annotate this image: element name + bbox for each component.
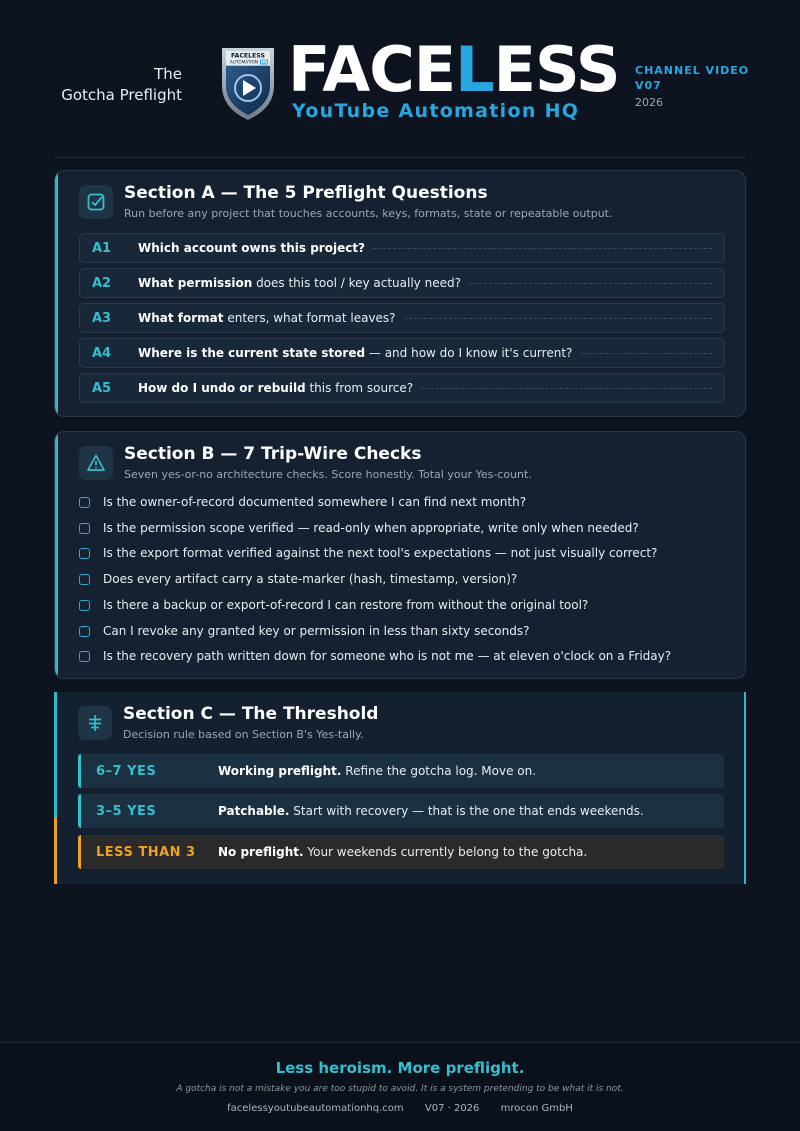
checkbox[interactable] [79, 651, 90, 662]
question-code: A2 [92, 275, 112, 291]
threshold-bar [78, 794, 81, 828]
checklist-text: Is the permission scope verified — read-only when appropriate, write only when needed? [103, 521, 639, 535]
checkbox[interactable] [79, 626, 90, 637]
footer-company: mrocon GmbH [500, 1103, 573, 1114]
threshold-label: 6–7 YES [96, 763, 157, 779]
section-b-card [54, 431, 746, 679]
brand-wordmark: FACELESS [288, 33, 620, 106]
footer-meta [0, 1103, 800, 1114]
answer-line[interactable] [373, 248, 712, 249]
checkbox-icon [79, 185, 113, 219]
section-a-card [54, 170, 746, 417]
logo-badge-tag: HQ [260, 59, 268, 65]
checkbox[interactable] [79, 523, 90, 534]
section-a-subtitle: Run before any project that touches accounts, keys, formats, state or repeatable output. [124, 207, 613, 220]
section-a-title: Section A — The 5 Preflight Questions [124, 183, 488, 203]
checklist-item[interactable] [79, 544, 719, 562]
section-c-card [54, 692, 746, 884]
threshold-text: No preflight. Your weekends currently belong to the gotcha. [218, 845, 588, 859]
threshold-row [78, 754, 724, 788]
threshold-row-warning [78, 835, 724, 869]
question-text: What format enters, what format leaves? [138, 311, 396, 325]
threshold-icon [78, 706, 112, 740]
threshold-text: Patchable. Start with recovery — that is the one that ends weekends. [218, 804, 644, 818]
checkbox[interactable] [79, 548, 90, 559]
question-text: Where is the current state stored — and how do I know it's current? [138, 346, 573, 360]
logo-badge-mid: AUTOMATION [229, 59, 259, 65]
document-title [61, 64, 182, 106]
answer-line[interactable] [421, 388, 712, 389]
question-row [79, 373, 725, 403]
threshold-bar [78, 835, 81, 869]
threshold-label: LESS THAN 3 [96, 844, 196, 860]
question-code: A1 [92, 240, 112, 256]
threshold-row [78, 794, 724, 828]
section-c-title: Section C — The Threshold [123, 704, 379, 724]
header-divider [54, 157, 746, 158]
footer-website-link[interactable]: facelessyoutubeautomationhq.com [227, 1103, 404, 1114]
checkbox[interactable] [79, 574, 90, 585]
checklist-item[interactable] [79, 596, 719, 614]
threshold-label: 3–5 YES [96, 803, 157, 819]
question-code: A3 [92, 310, 112, 326]
answer-line[interactable] [404, 318, 712, 319]
warning-icon [79, 446, 113, 480]
section-c-subtitle: Decision rule based on Section B's Yes-tally. [123, 728, 364, 741]
question-text: Which account owns this project? [138, 241, 366, 255]
question-row [79, 233, 725, 263]
checklist-text: Is the recovery path written down for someone who is not me — at eleven o'clock on a Friday? [103, 649, 672, 663]
footer-tagline: Less heroism. More preflight. [275, 1059, 525, 1077]
video-number: V07 [635, 79, 662, 92]
question-row [79, 303, 725, 333]
checklist-text: Can I revoke any granted key or permission in less than sixty seconds? [103, 624, 530, 638]
checklist-item[interactable] [79, 493, 719, 511]
footer [0, 1043, 800, 1131]
answer-line[interactable] [580, 353, 712, 354]
checklist-text: Is there a backup or export-of-record I can restore from without the original tool? [103, 598, 589, 612]
checkbox[interactable] [79, 497, 90, 508]
logo-badge-top: FACELESS [231, 52, 265, 60]
checklist-text: Does every artifact carry a state-marker (hash, timestamp, version)? [103, 572, 518, 586]
warning-edge [54, 818, 57, 884]
footer-version: V07 · 2026 [424, 1103, 480, 1114]
video-year: 2026 [635, 96, 663, 109]
question-text: What permission does this tool / key actually need? [138, 276, 461, 290]
footer-quote: A gotcha is not a mistake you are too stupid to avoid. It is a system pretending to be what it is not. [176, 1084, 624, 1094]
checklist-item[interactable] [79, 519, 719, 537]
question-code: A4 [92, 345, 112, 361]
brand-subtitle: YouTube Automation HQ [292, 100, 580, 122]
checklist-item[interactable] [79, 570, 719, 588]
answer-line[interactable] [469, 283, 712, 284]
section-b-subtitle: Seven yes-or-no architecture checks. Score honestly. Total your Yes-count. [124, 468, 532, 481]
channel-video-meta [635, 63, 749, 110]
checklist-item[interactable] [79, 622, 719, 640]
checklist-text: Is the export format verified against the next tool's expectations — not just visually correct? [103, 546, 658, 560]
question-text: How do I undo or rebuild this from source? [138, 381, 414, 395]
threshold-bar [78, 754, 81, 788]
warning-edge-right [744, 818, 746, 884]
question-code: A5 [92, 380, 112, 396]
checkbox[interactable] [79, 600, 90, 611]
title-line-2: Gotcha Preflight [61, 86, 182, 104]
title-line-1: The [154, 65, 182, 83]
checklist-item[interactable] [79, 647, 719, 665]
channel-video-label: CHANNEL VIDEO [635, 64, 750, 77]
checklist-text: Is the owner-of-record documented somewhere I can find next month? [103, 495, 527, 509]
question-row [79, 268, 725, 298]
question-row [79, 338, 725, 368]
section-b-title: Section B — 7 Trip-Wire Checks [124, 444, 422, 464]
threshold-text: Working preflight. Refine the gotcha log. Move on. [218, 764, 537, 778]
faceless-shield-logo [218, 42, 278, 122]
